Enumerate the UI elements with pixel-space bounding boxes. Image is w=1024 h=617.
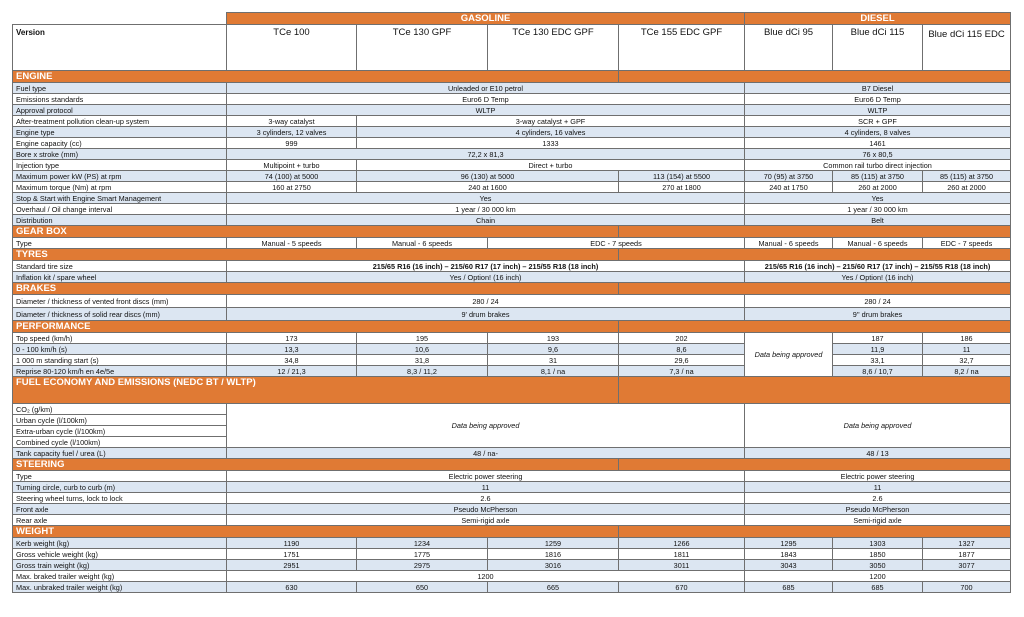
- section-title-steering: STEERING: [13, 459, 619, 471]
- row-label: Engine type: [13, 127, 227, 138]
- version-label: Version: [13, 25, 227, 71]
- row-label: Front axle: [13, 504, 227, 515]
- section-title-fuel: FUEL ECONOMY AND EMISSIONS (NEDC BT / WLTP): [13, 377, 619, 404]
- table-row: [13, 504, 1011, 515]
- row-label: Diameter / thickness of solid rear discs (mm): [13, 308, 227, 321]
- cell-value: Pseudo McPherson: [745, 504, 1011, 515]
- row-label: 1 000 m standing start (s): [13, 355, 227, 366]
- cell-value: 260 at 2000: [833, 182, 923, 193]
- cell-value: 72,2 x 81,3: [227, 149, 745, 160]
- section-row: [13, 459, 1011, 471]
- cell-value: 240 at 1600: [357, 182, 619, 193]
- row-label: Gross train weight (kg): [13, 560, 227, 571]
- section-row: [13, 526, 1011, 538]
- cell-value: 700: [923, 582, 1011, 593]
- section-title-engine: ENGINE: [13, 71, 619, 83]
- cell-value: 11: [745, 482, 1011, 493]
- cell-value: 215/65 R16 (16 inch) – 215/60 R17 (17 inch) – 215/55 R18 (18 inch): [227, 261, 745, 272]
- cell-value: Yes / Option! (16 inch): [227, 272, 745, 283]
- cell-value: Semi-rigid axle: [745, 515, 1011, 526]
- row-label: After-treatment pollution clean-up system: [13, 116, 227, 127]
- row-label: Engine capacity (cc): [13, 138, 227, 149]
- cell-value: Manual - 6 speeds: [357, 238, 488, 249]
- cell-value: 70 (95) at 3750: [745, 171, 833, 182]
- fuel-approval-note-diesel: Data being approved: [745, 404, 1011, 448]
- row-label: Maximum torque (Nm) at rpm: [13, 182, 227, 193]
- cell-value: 8,6 / 10,7: [833, 366, 923, 377]
- cell-value: 4 cylinders, 16 valves: [357, 127, 745, 138]
- cell-value: 195: [357, 333, 488, 344]
- table-row: [13, 295, 1011, 308]
- cell-value: Pseudo McPherson: [227, 504, 745, 515]
- fuel-approval-note-gasoline: Data being approved: [227, 404, 745, 448]
- cell-value: Yes: [227, 193, 745, 204]
- cell-value: 113 (154) at 5500: [619, 171, 745, 182]
- row-label: Type: [13, 471, 227, 482]
- cell-value: 3-way catalyst + GPF: [357, 116, 745, 127]
- cell-value: 670: [619, 582, 745, 593]
- cell-value: 8,3 / 11,2: [357, 366, 488, 377]
- row-label: Extra-urban cycle (l/100km): [13, 426, 227, 437]
- table-row: [13, 182, 1011, 193]
- table-row: [13, 261, 1011, 272]
- section-row: [13, 71, 1011, 83]
- cell-value: 173: [227, 333, 357, 344]
- cell-value: 215/65 R16 (16 inch) – 215/60 R17 (17 inch) – 215/55 R18 (18 inch): [745, 261, 1011, 272]
- table-row: [13, 471, 1011, 482]
- cell-value: 12 / 21,3: [227, 366, 357, 377]
- data-being-approved-note: Data being approved: [745, 333, 833, 377]
- cell-value: 7,3 / na: [619, 366, 745, 377]
- cell-value: Common rail turbo direct injection: [745, 160, 1011, 171]
- cell-value: 2951: [227, 560, 357, 571]
- cell-value: 1 year / 30 000 km: [745, 204, 1011, 215]
- cell-value: 1200: [745, 571, 1011, 582]
- table-row: [13, 127, 1011, 138]
- table-row: [13, 116, 1011, 127]
- cell-value: 260 at 2000: [923, 182, 1011, 193]
- cell-value: 32,7: [923, 355, 1011, 366]
- row-label: Combined cycle (l/100km): [13, 437, 227, 448]
- cell-value: 31: [488, 355, 619, 366]
- cell-value: 1811: [619, 549, 745, 560]
- cell-value: 1816: [488, 549, 619, 560]
- row-label: Max. braked trailer weight (kg): [13, 571, 227, 582]
- table-row: [13, 238, 1011, 249]
- cell-value: Euro6 D Temp: [227, 94, 745, 105]
- table-row: [13, 404, 1011, 415]
- table-row: [13, 344, 1011, 355]
- table-row: [13, 515, 1011, 526]
- row-label: Kerb weight (kg): [13, 538, 227, 549]
- cell-value: 74 (100) at 5000: [227, 171, 357, 182]
- cell-value: Electric power steering: [745, 471, 1011, 482]
- cell-value: 8,6: [619, 344, 745, 355]
- cell-value: 1303: [833, 538, 923, 549]
- cell-value: B7 Diesel: [745, 83, 1011, 94]
- table-row: [13, 355, 1011, 366]
- cell-value: 280 / 24: [745, 295, 1011, 308]
- cell-value: 1775: [357, 549, 488, 560]
- cell-value: 280 / 24: [227, 295, 745, 308]
- cell-value: Manual - 6 speeds: [745, 238, 833, 249]
- cell-value: Yes: [745, 193, 1011, 204]
- cell-value: Chain: [227, 215, 745, 226]
- cell-value: 4 cylinders, 8 valves: [745, 127, 1011, 138]
- table-row: [13, 482, 1011, 493]
- row-label: 0 - 100 km/h (s): [13, 344, 227, 355]
- cell-value: 1327: [923, 538, 1011, 549]
- cell-value: 3 cylinders, 12 valves: [227, 127, 357, 138]
- cell-value: 3050: [833, 560, 923, 571]
- cell-value: 187: [833, 333, 923, 344]
- table-row: [13, 571, 1011, 582]
- cell-value: 9,6: [488, 344, 619, 355]
- cell-value: 1461: [745, 138, 1011, 149]
- cell-value: 665: [488, 582, 619, 593]
- cell-value: 1190: [227, 538, 357, 549]
- section-row: [13, 377, 1011, 404]
- cell-value: 685: [745, 582, 833, 593]
- cell-value: Manual - 6 speeds: [833, 238, 923, 249]
- model-header: Blue dCi 95: [745, 25, 833, 71]
- cell-value: 186: [923, 333, 1011, 344]
- row-label: Diameter / thickness of vented front discs (mm): [13, 295, 227, 308]
- model-header: TCe 130 GPF: [357, 25, 488, 71]
- section-title-brakes: BRAKES: [13, 283, 619, 295]
- model-header: Blue dCi 115 EDC: [923, 25, 1011, 71]
- section-row: [13, 283, 1011, 295]
- cell-value: Unleaded or E10 petrol: [227, 83, 745, 94]
- cell-value: 11: [227, 482, 745, 493]
- cell-value: 3-way catalyst: [227, 116, 357, 127]
- cell-value: 33,1: [833, 355, 923, 366]
- cell-value: 1751: [227, 549, 357, 560]
- cell-value: 2.6: [745, 493, 1011, 504]
- table-row: [13, 538, 1011, 549]
- row-label: Emissions standards: [13, 94, 227, 105]
- cell-value: Electric power steering: [227, 471, 745, 482]
- row-label: Maximum power kW (PS) at rpm: [13, 171, 227, 182]
- cell-value: 2975: [357, 560, 488, 571]
- version-header-row: [13, 25, 1011, 71]
- table-row: [13, 171, 1011, 182]
- row-label: Approval protocol: [13, 105, 227, 116]
- cell-value: 48 / na-: [227, 448, 745, 459]
- cell-value: 2.6: [227, 493, 745, 504]
- row-label: Rear axle: [13, 515, 227, 526]
- section-row: [13, 226, 1011, 238]
- table-row: [13, 582, 1011, 593]
- table-row: [13, 94, 1011, 105]
- row-label: Gross vehicle weight (kg): [13, 549, 227, 560]
- row-label: Fuel type: [13, 83, 227, 94]
- row-label: Tank capacity fuel / urea (L): [13, 448, 227, 459]
- table-row: [13, 560, 1011, 571]
- cell-value: 193: [488, 333, 619, 344]
- table-row: [13, 105, 1011, 116]
- cell-value: 1333: [357, 138, 745, 149]
- cell-value: 31,8: [357, 355, 488, 366]
- row-label: Standard tire size: [13, 261, 227, 272]
- cell-value: 8,2 / na: [923, 366, 1011, 377]
- row-label: Steering wheel turns, lock to lock: [13, 493, 227, 504]
- section-row: [13, 321, 1011, 333]
- cell-value: 1266: [619, 538, 745, 549]
- cell-value: 9'' drum brakes: [745, 308, 1011, 321]
- cell-value: 685: [833, 582, 923, 593]
- cell-value: 3043: [745, 560, 833, 571]
- table-row: [13, 83, 1011, 94]
- cell-value: EDC - 7 speeds: [923, 238, 1011, 249]
- cell-value: 48 / 13: [745, 448, 1011, 459]
- cell-value: 160 at 2750: [227, 182, 357, 193]
- row-label: Inflation kit / spare wheel: [13, 272, 227, 283]
- section-title-weight: WEIGHT: [13, 526, 619, 538]
- row-label: Top speed (km/h): [13, 333, 227, 344]
- section-row: [13, 249, 1011, 261]
- row-label: Turning circle, curb to curb (m): [13, 482, 227, 493]
- cell-value: 8,1 / na: [488, 366, 619, 377]
- cell-value: 630: [227, 582, 357, 593]
- cell-value: EDC - 7 speeds: [488, 238, 745, 249]
- cell-value: 202: [619, 333, 745, 344]
- cell-value: 85 (115) at 3750: [923, 171, 1011, 182]
- cell-value: 1843: [745, 549, 833, 560]
- cell-value: Multipoint + turbo: [227, 160, 357, 171]
- cell-value: 34,8: [227, 355, 357, 366]
- diesel-group-header: DIESEL: [745, 13, 1011, 25]
- row-label: Urban cycle (l/100km): [13, 415, 227, 426]
- model-header: TCe 100: [227, 25, 357, 71]
- cell-value: Euro6 D Temp: [745, 94, 1011, 105]
- cell-value: 96 (130) at 5000: [357, 171, 619, 182]
- table-row: [13, 204, 1011, 215]
- table-row: [13, 333, 1011, 344]
- cell-value: 3011: [619, 560, 745, 571]
- table-row: [13, 448, 1011, 459]
- table-row: [13, 493, 1011, 504]
- row-label: Reprise 80-120 km/h en 4e/5e: [13, 366, 227, 377]
- row-label: Distribution: [13, 215, 227, 226]
- group-header-row: [13, 13, 1011, 25]
- gasoline-group-header: GASOLINE: [227, 13, 745, 25]
- cell-value: Yes / Option! (16 inch): [745, 272, 1011, 283]
- table-row: [13, 215, 1011, 226]
- spec-table: [12, 12, 1011, 593]
- cell-value: 1259: [488, 538, 619, 549]
- model-header: TCe 130 EDC GPF: [488, 25, 619, 71]
- section-title-gearbox: GEAR BOX: [13, 226, 619, 238]
- table-row: [13, 193, 1011, 204]
- cell-value: 1234: [357, 538, 488, 549]
- cell-value: 11,9: [833, 344, 923, 355]
- cell-value: 13,3: [227, 344, 357, 355]
- cell-value: Direct + turbo: [357, 160, 745, 171]
- cell-value: WLTP: [227, 105, 745, 116]
- cell-value: 85 (115) at 3750: [833, 171, 923, 182]
- table-row: [13, 366, 1011, 377]
- table-row: [13, 138, 1011, 149]
- row-label: Type: [13, 238, 227, 249]
- cell-value: 76 x 80,5: [745, 149, 1011, 160]
- table-row: [13, 308, 1011, 321]
- row-label: Injection type: [13, 160, 227, 171]
- cell-value: 270 at 1800: [619, 182, 745, 193]
- cell-value: 11: [923, 344, 1011, 355]
- cell-value: 1 year / 30 000 km: [227, 204, 745, 215]
- cell-value: 240 at 1750: [745, 182, 833, 193]
- table-row: [13, 160, 1011, 171]
- cell-value: SCR + GPF: [745, 116, 1011, 127]
- cell-value: 1295: [745, 538, 833, 549]
- cell-value: 10,6: [357, 344, 488, 355]
- cell-value: Manual - 5 speeds: [227, 238, 357, 249]
- model-header: TCe 155 EDC GPF: [619, 25, 745, 71]
- cell-value: 3016: [488, 560, 619, 571]
- table-row: [13, 549, 1011, 560]
- cell-value: 29,6: [619, 355, 745, 366]
- cell-value: 1850: [833, 549, 923, 560]
- row-label: CO₂ (g/km): [13, 404, 227, 415]
- row-label: Bore x stroke (mm): [13, 149, 227, 160]
- row-label: Stop & Start with Engine Smart Management: [13, 193, 227, 204]
- row-label: Overhaul / Oil change interval: [13, 204, 227, 215]
- cell-value: 650: [357, 582, 488, 593]
- spec-sheet: [12, 12, 1010, 593]
- section-title-performance: PERFORMANCE: [13, 321, 619, 333]
- cell-value: 3077: [923, 560, 1011, 571]
- cell-value: 1200: [227, 571, 745, 582]
- cell-value: 999: [227, 138, 357, 149]
- section-title-tyres: TYRES: [13, 249, 619, 261]
- cell-value: WLTP: [745, 105, 1011, 116]
- cell-value: 1877: [923, 549, 1011, 560]
- cell-value: 9' drum brakes: [227, 308, 745, 321]
- row-label: Max. unbraked trailer weight (kg): [13, 582, 227, 593]
- table-row: [13, 272, 1011, 283]
- model-header: Blue dCi 115: [833, 25, 923, 71]
- cell-value: Belt: [745, 215, 1011, 226]
- cell-value: Semi-rigid axle: [227, 515, 745, 526]
- table-row: [13, 149, 1011, 160]
